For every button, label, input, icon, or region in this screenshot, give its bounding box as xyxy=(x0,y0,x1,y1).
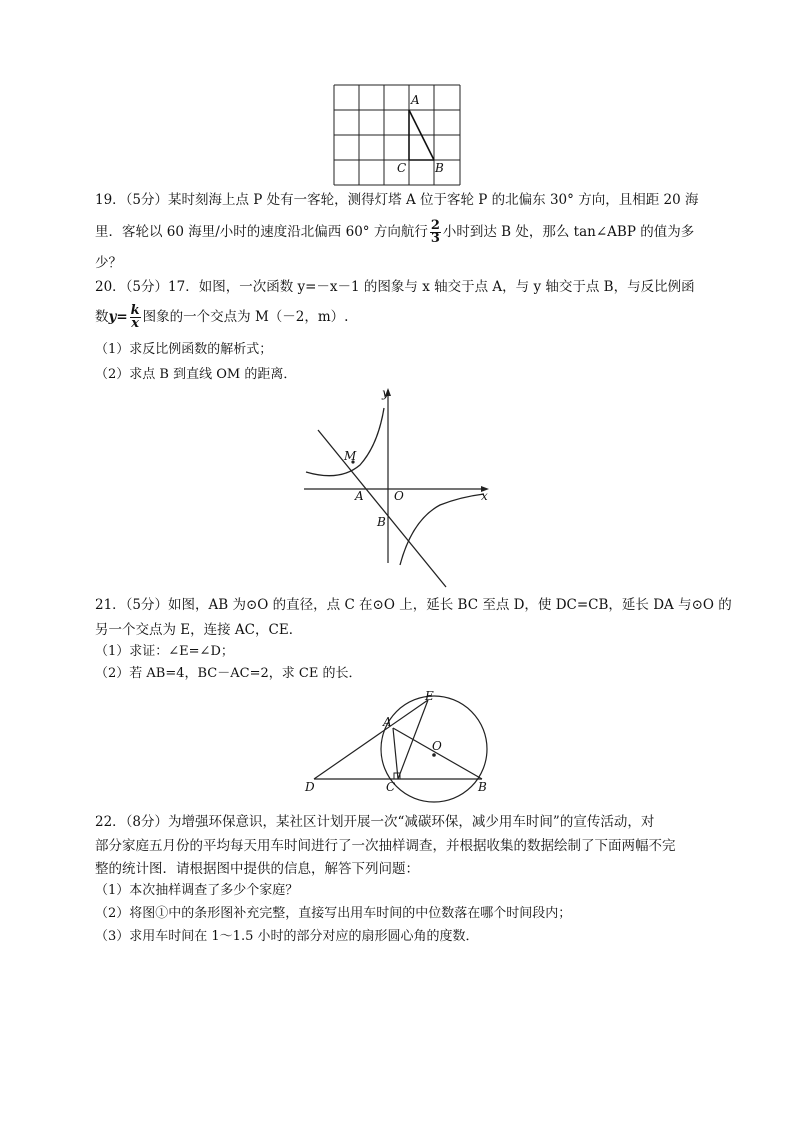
q21-sub1: （1）求证：∠E=∠D； xyxy=(95,644,234,659)
q22-line3: 整的统计图．请根据图中提供的信息，解答下列问题： xyxy=(95,861,419,877)
label-m: M xyxy=(344,449,357,463)
q19-line2-b: 小时到达 B 处，那么 tan∠ABP 的值为多 xyxy=(442,224,695,240)
q19-line3: 少？ xyxy=(95,255,122,271)
q22-line2: 部分家庭五月份的平均每天用车时间进行了一次抽样调查，并根据收集的数据绘制了下面两幅不完 xyxy=(95,838,676,854)
q22-sub2: （2）将图①中的条形图补充完整，直接写出用车时间的中位数落在哪个时间段内； xyxy=(95,906,572,921)
label-x: x xyxy=(481,489,488,503)
center-o xyxy=(432,753,436,757)
label-b: B xyxy=(435,161,444,175)
segment-de xyxy=(314,700,428,779)
label-b: B xyxy=(377,515,386,529)
q22-line1: 22．（8分）为增强环保意识，某社区计划开展一次“减碳环保，减少用车时间”的宣传活动，对 xyxy=(95,814,655,830)
q19-line1: 19．（5分）某时刻海上点 P 处有一客轮，测得灯塔 A 位于客轮 P 的北偏东 30° 方向，且相距 20 海 xyxy=(95,192,699,208)
label-d: D xyxy=(305,780,315,794)
q21-line1: 21．（5分）如图，AB 为⊙O 的直径，点 C 在⊙O 上，延长 BC 至点 D，使 DC=CB，延长 DA 与⊙O 的 xyxy=(95,597,732,613)
label-o: O xyxy=(394,489,404,503)
label-b: B xyxy=(478,780,487,794)
q20-line2-b: 图象的一个交点为 M（－2，m）. xyxy=(142,309,349,325)
label-a: A xyxy=(383,715,392,729)
q21-line2: 另一个交点为 E，连接 AC，CE． xyxy=(95,622,303,638)
q20-line1: 20．（5分）17．如图，一次函数 y=－x－1 的图象与 x 轴交于点 A，与 y 轴交于点 B，与反比例函 xyxy=(95,279,695,295)
label-c: C xyxy=(386,780,396,794)
fraction-k-over-x: $\frac{k}{x}$ xyxy=(130,303,140,331)
fraction-two-thirds: $\frac{2}{3}$ xyxy=(430,218,440,246)
label-c: C xyxy=(397,161,407,175)
q22-sub1: （1）本次抽样调查了多少个家庭？ xyxy=(95,883,299,898)
label-a: A xyxy=(355,489,364,503)
q20-sub2: （2）求点 B 到直线 OM 的距离． xyxy=(95,367,297,382)
segment-ab xyxy=(393,728,482,779)
label-a: A xyxy=(411,93,420,107)
q20-sub1: （1）求反比例函数的解析式； xyxy=(95,342,273,357)
q22-sub3: （3）求用车时间在 1～1.5 小时的部分对应的扇形圆心角的度数． xyxy=(95,929,479,944)
segment-ce xyxy=(398,700,428,779)
label-e: E xyxy=(425,689,434,703)
q21-sub2: （2）若 AB=4，BC－AC=2，求 CE 的长． xyxy=(95,666,362,681)
segment-ac xyxy=(393,728,398,779)
q20-line2-a: 数 xyxy=(95,309,109,325)
label-o: O xyxy=(432,739,442,753)
func-y: y= xyxy=(108,309,128,325)
label-y: y xyxy=(382,386,389,400)
q19-line2-a: 里．客轮以 60 海里/小时的速度沿北偏西 60° 方向航行 xyxy=(95,224,428,240)
